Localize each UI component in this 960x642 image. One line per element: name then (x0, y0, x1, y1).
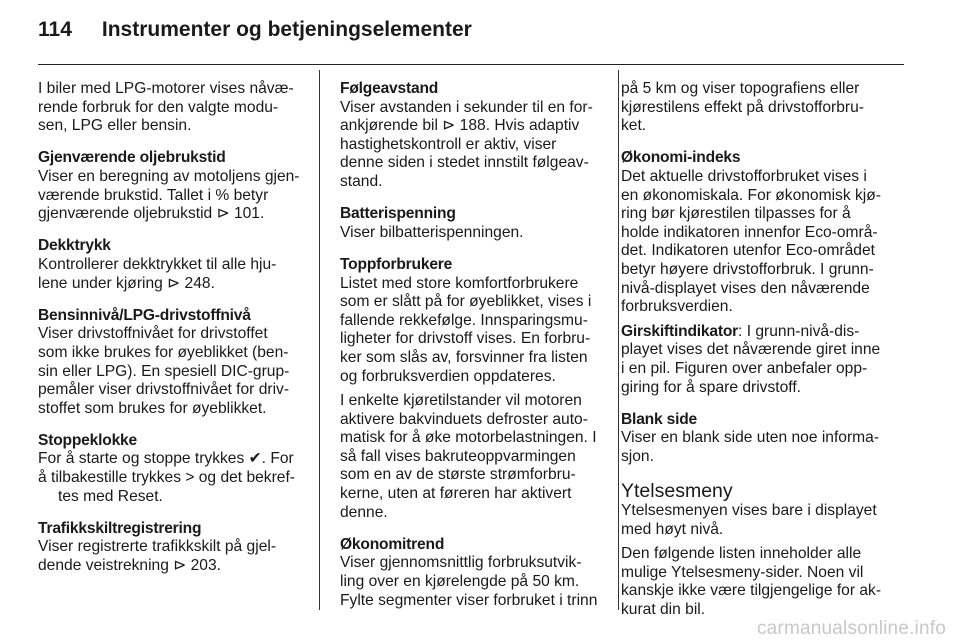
paragraph (340, 392, 605, 522)
text-line: kjørestilens effekt på drivstofforbru- (621, 98, 864, 116)
column-1 (38, 80, 306, 589)
text-line: rende forbruk for den valgte modu- (38, 98, 279, 116)
text-line: på 5 km og viser topografiens eller (621, 80, 860, 97)
text-line: sjon. (621, 447, 654, 465)
section-heading: Økonomitrend (340, 535, 445, 553)
text-line: ankjørende bil ⊳ 188. Hvis adaptiv (340, 117, 580, 135)
text-line: stoffet som brukes for øyeblikket. (38, 399, 267, 417)
paragraph (38, 80, 306, 136)
text-line: Viser gjennomsnittlig forbruksutvik- (340, 554, 582, 572)
section-heading: Bensinnivå/LPG-drivstoffnivå (38, 306, 251, 324)
paragraph (621, 80, 906, 136)
text-line: Kontrollerer dekktrykket til alle hju- (38, 255, 277, 273)
page-header (38, 18, 472, 48)
page-title: Instrumenter og betjeningselementer (101, 18, 472, 41)
section-shift-indicator (621, 323, 906, 397)
text-line: Fylte segmenter viser forbruket i trinn (340, 591, 598, 609)
paragraph (621, 545, 906, 619)
text-line: og forbruksverdien oppdateres. (340, 367, 556, 385)
column-2 (340, 80, 605, 624)
text-line: giring for å spare drivstoff. (621, 378, 801, 396)
watermark: carmanualsonline.info (756, 618, 946, 639)
text-line: sin eller LPG). En spesiell DIC-grup- (38, 362, 290, 380)
text-line: med høyt nivå. (621, 520, 724, 538)
text-line: I biler med LPG-motorer vises nåvæ- (38, 80, 294, 97)
text-line (621, 323, 906, 342)
text-line: denne. (340, 503, 388, 521)
text-line: å tilbakestille trykkes > og det bekref- (38, 469, 295, 487)
text-line: værende brukstid. Tallet i % betyr (38, 186, 269, 204)
text-line: kurat din bil. (621, 601, 706, 619)
section-stopwatch (38, 432, 306, 506)
text-line: forbruksverdien. (621, 298, 733, 316)
section-heading: Stoppeklokke (38, 431, 137, 449)
text-line: Det aktuelle drivstofforbruket vises i (621, 167, 867, 185)
text-line: playet vises det nåværende giret inne (621, 341, 881, 359)
text-line: Den følgende listen inneholder alle (621, 545, 862, 563)
text-line: ligheter for drivstoff vises. En forbru- (340, 330, 591, 348)
text-line: dende veistrekning ⊳ 203. (38, 557, 221, 575)
text-line: Viser bilbatterispenningen. (340, 223, 524, 241)
subsection-heading: Ytelsesmeny (621, 480, 733, 503)
text-line: kerne, uten at føreren har aktivert (340, 485, 572, 503)
inline-heading: Girskiftindikator (621, 322, 739, 340)
text-line: Ytelsesmenyen vises bare i displayet (621, 502, 877, 520)
section-performance-menu (621, 480, 906, 539)
section-heading: Batterispenning (340, 205, 456, 223)
text-line: I enkelte kjøretilstander vil motoren (340, 392, 582, 410)
section-oil-life (38, 149, 306, 223)
text-line: i en pil. Figuren over anbefaler opp- (621, 359, 868, 377)
section-tire-pressure (38, 237, 306, 293)
text-line: holde indikatoren innenfor Eco-områ- (621, 223, 878, 241)
text-line: Viser registrerte trafikkskilt på gjel- (38, 538, 277, 556)
text-line: Viser en beregning av motoljens gjen- (38, 167, 300, 185)
text-line: sen, LPG eller bensin. (38, 117, 192, 135)
section-battery-voltage (340, 205, 605, 242)
column-divider (618, 70, 619, 610)
text-line: som ikke brukes for øyeblikket (ben- (38, 343, 289, 361)
column-divider (319, 70, 320, 610)
text-line: denne siden i stedet innstilt følgeav- (340, 154, 589, 172)
section-blank-page (621, 411, 906, 467)
text-line: stand. (340, 172, 383, 190)
section-heading: Trafikkskiltregistrering (38, 519, 202, 537)
text-line: så fall vises bakruteoppvarmingen (340, 447, 576, 465)
text-line: som er slått på for øyeblikket, vises i (340, 293, 592, 311)
section-fuel-level (38, 307, 306, 419)
section-following-distance (340, 80, 605, 192)
text-line: Viser en blank side uten noe informa- (621, 429, 880, 447)
section-top-consumers (340, 256, 605, 386)
text-line: betyr høyere drivstofforbruk. I grunn- (621, 260, 874, 278)
inline-text: : I grunn-nivå-dis- (738, 322, 860, 340)
section-heading: Følgeavstand (340, 80, 439, 97)
text-line: Listet med store komfortforbrukere (340, 274, 579, 292)
section-economy-index (621, 149, 906, 316)
text-line: som en av de største strømforbru- (340, 466, 576, 484)
text-line: ket. (621, 117, 647, 135)
text-line: lene under kjøring ⊳ 248. (38, 274, 215, 292)
section-heading: Dekktrykk (38, 237, 111, 255)
text-line: det. Indikatoren utenfor Eco-området (621, 242, 875, 260)
section-heading: Gjenværende oljebrukstid (38, 149, 226, 167)
text-line: matisk for å øke motorbelastningen. I (340, 429, 597, 447)
text-line: fallende rekkefølge. Innsparingsmu- (340, 311, 588, 329)
page-number: 114 (38, 18, 72, 41)
text-line: gjenværende oljebrukstid ⊳ 101. (38, 205, 265, 223)
section-heading: Blank side (621, 410, 697, 428)
text-line: Viser avstanden i sekunder til en for- (340, 98, 593, 116)
text-line: nivå-displayet vises den nåværende (621, 279, 870, 297)
section-traffic-sign (38, 520, 306, 576)
column-3 (621, 80, 906, 633)
text-line: ling over en kjørelengde på 50 km. (340, 573, 580, 591)
text-line: kanskje ikke være tilgjengelige for ak- (621, 582, 882, 600)
text-line: Viser drivstoffnivået for drivstoffet (38, 325, 268, 343)
section-heading: Toppforbrukere (340, 255, 453, 273)
text-line: ring bør kjørestilen tilpasses for å (621, 205, 851, 223)
section-economy-trend (340, 536, 605, 610)
section-heading: Økonomi-indeks (621, 149, 741, 167)
text-line: For å starte og stoppe trykkes ✔. For (38, 450, 294, 468)
text-line: pemåler viser drivstoffnivået for driv- (38, 381, 290, 399)
text-line: mulige Ytelsesmeny-sider. Noen vil (621, 563, 864, 581)
text-line: ker som slås av, forsvinner fra listen (340, 348, 588, 366)
text-line: hastighetskontroll er aktiv, viser (340, 135, 557, 153)
header-rule (38, 64, 904, 65)
text-line: en økonomiskala. For økonomisk kjø- (621, 186, 881, 204)
text-line: tes med Reset. (58, 487, 163, 505)
text-line: aktivere bakvinduets defroster auto- (340, 410, 588, 428)
